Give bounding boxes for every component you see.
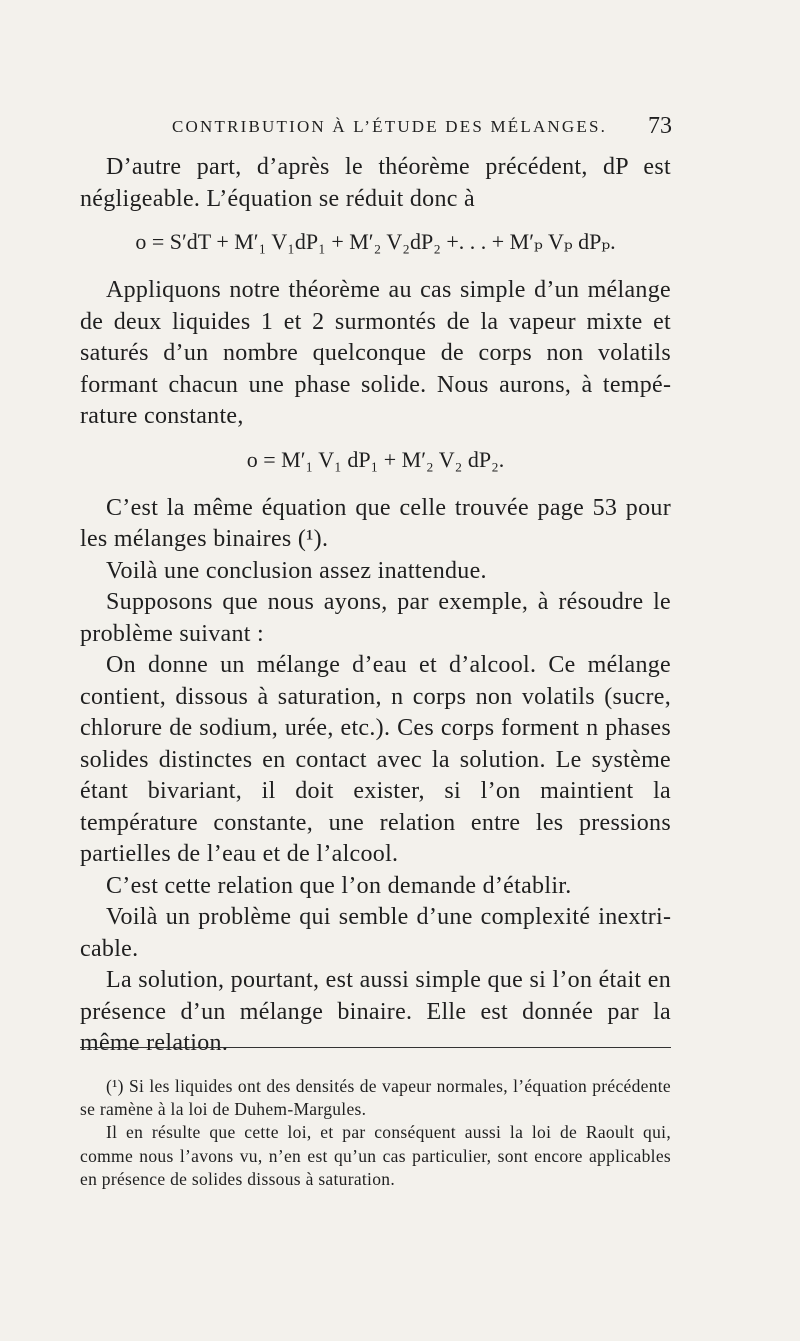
- page-number: 73: [648, 113, 672, 139]
- paragraph: Voilà une conclusion assez inattendue.: [106, 557, 487, 584]
- running-title: CONTRIBUTION À L’ÉTUDE DES MÉLANGES.: [172, 117, 608, 136]
- paragraph: Appliquons notre théorème au cas simple d’un mélange de deux liquides 1 et 2 surmontés de la vapeur mixte et saturés d’un nombre quelconque de corps non volatils formant chacun une phase solide. Nous aurons, à température constante,: [80, 277, 671, 429]
- paragraph: D’autre part, d’après le théorème précédent, dP est négligeable. L’équation se réduit donc à: [80, 154, 671, 212]
- equation: o = S′dT + M′₁ V₁dP₁ + M′₂ V₂dP₂ +. . . + M′ₚ Vₚ dPₚ.: [135, 229, 616, 254]
- footnotes: [80, 1075, 671, 1191]
- equation: o = M′₁ V₁ dP₁ + M′₂ V₂ dP₂.: [246, 446, 505, 472]
- main-text: [80, 152, 671, 1060]
- paragraph: On donne un mélange d’eau et d’alcool. Ce mélange contient, dissous à saturation, n corps non volatils (sucre, chlorure de sodium, urée, etc.). Ces corps forment n phases solides distinctes en contact avec la solution. Le système étant bivariant, il doit exister, si l’on maintient la température constante, une relation entre les pressions partielles de l’eau et de l’alcool.: [80, 652, 671, 867]
- footnote: (¹) Si les liquides ont des densités de vapeur normales, l’équation précédente se ramène à la loi de Duhem-Margules.: [80, 1076, 671, 1120]
- footnote: Il en résulte que cette loi, et par conséquent aussi la loi de Raoult qui, comme nous l’avons vu, n’en est qu’un cas particulier, sont encore applicables en présence de solides dissous à saturation.: [80, 1122, 671, 1189]
- paragraph: La solution, pourtant, est aussi simple que si l’on était en présence d’un mélange binaire. Elle est donnée par la même relation.: [80, 967, 671, 1056]
- paragraph: C’est la même équation que celle trouvée page 53 pour les mélanges binaires (¹).: [80, 494, 671, 552]
- paragraph: C’est cette relation que l’on demande d’établir.: [106, 872, 572, 899]
- paragraph: Supposons que nous ayons, par exemple, à résoudre le problème suivant :: [80, 589, 671, 647]
- footnote-divider: [80, 1047, 671, 1048]
- paragraph: Voilà un problème qui semble d’une complexité inextricable.: [80, 904, 671, 962]
